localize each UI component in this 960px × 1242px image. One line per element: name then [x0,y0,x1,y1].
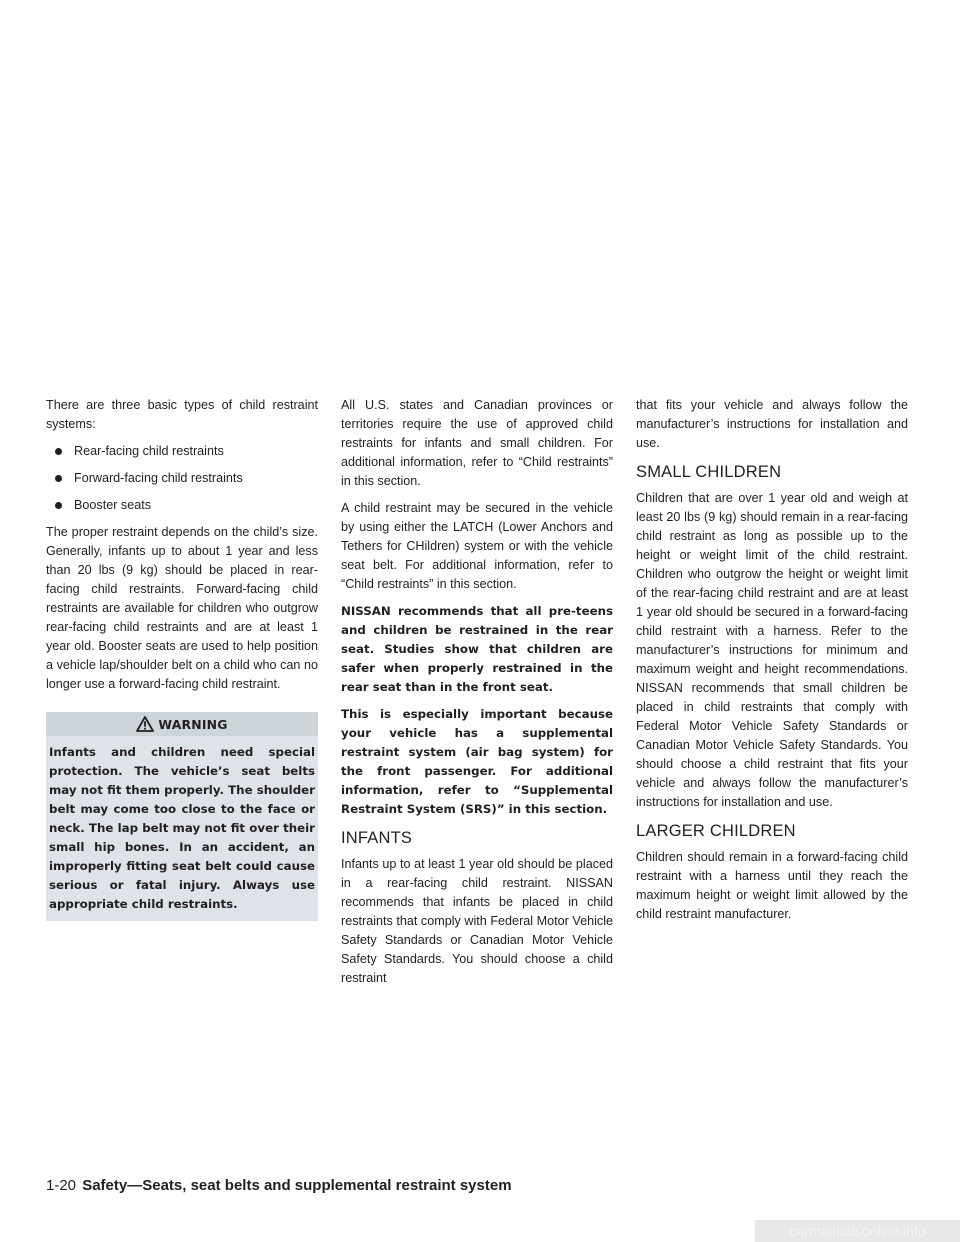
infants-paragraph: Infants up to at least 1 year old should be placed in a rear-facing child restraint. NISSAN recommends that infants be placed in child restraints that comply with Federal Motor Vehicle Safety Standards or Canadian Motor Vehicle Safety Standards. You should choose a child restraint [341,857,613,985]
warning-title: WARNING [158,716,228,732]
rear-seat-recommendation: NISSAN recommends that all pre-teens and children be restrained in the rear seat. Studies show that children are safer when properly restrained in the rear seat than in the front seat. [341,604,613,694]
small-children-paragraph: Children that are over 1 year old and weigh at least 20 lbs (9 kg) should remain in a rear-facing child restraint as long as possible up to the height or weight limit of the child restraint. Children who outgrow the height or weight limit of the rear-facing child restraint and are at least 1 year old should be secured in a forward-facing child restraint with a harness. Refer to the manufacturer’s instructions for minimum and maximum weight and height recommendations. NISSAN recommends that small children be placed in child restraints that comply with Federal Motor Vehicle Safety Standards or Canadian Motor Vehicle Safety Standards. You should choose a child restraint that fits your vehicle and always follow the manufacturer’s instructions for installation and use. [636,491,908,809]
watermark: carmanualsonline.info [755,1220,960,1242]
infants-heading: INFANTS [341,829,413,847]
larger-children-heading: LARGER CHILDREN [636,822,796,840]
restraint-types-list [46,442,318,515]
bullet-dot-icon [55,448,62,455]
list-item-text: Booster seats [74,498,152,512]
warning-text: Infants and children need special protection. The vehicle’s seat belts may not fit them properly. The shoulder belt may come too close to the face or neck. The lap belt may not fit over their small hip bones. In an accident, an improperly fitting seat belt could cause serious or fatal injury. Always use appropriate child restraints. [49,745,315,911]
bullet-dot-icon [55,475,62,482]
list-item-text: Forward-facing child restraints [74,471,243,485]
latch-paragraph: A child restraint may be secured in the vehicle by using either the LATCH (Lower Anchors and Tethers for CHildren) system or with the vehicle seat belt. For additional information, refer to “Child restraints” in this section. [341,501,613,591]
middle-column [341,396,613,996]
chapter-title: Safety—Seats, seat belts and supplemental restraint system [82,1177,512,1194]
page-footer [46,1176,512,1196]
intro-paragraph: There are three basic types of child restraint systems: [46,398,318,431]
warning-box [46,712,318,921]
warning-header [46,712,318,736]
small-children-heading: SMALL CHILDREN [636,463,782,481]
continued-paragraph: that fits your vehicle and always follow the manufacturer’s instructions for installation and use. [636,398,908,450]
larger-children-paragraph: Children should remain in a forward-facing child restraint with a harness until they reach the maximum height or weight limit allowed by the child restraint manufacturer. [636,850,908,921]
page-number: 1-20 [46,1177,77,1194]
legal-requirement-paragraph: All U.S. states and Canadian provinces or territories require the use of approved child restraints for infants and small children. For additional information, refer to “Child restraints” in this section. [341,398,613,488]
warning-triangle-icon [136,716,154,732]
restraint-size-paragraph: The proper restraint depends on the child’s size. Generally, infants up to about 1 year and less than 20 lbs (9 kg) should be placed in rear-facing child restraints. Forward-facing child restraints are available for children who outgrow rear-facing child restraints and are at least 1 year old. Booster seats are used to help position a vehicle lap/shoulder belt on a child who can no longer use a forward-facing child restraint. [46,525,318,691]
right-column [636,396,908,932]
list-item [46,469,318,488]
list-item [46,442,318,461]
left-column [46,396,318,921]
list-item-text: Rear-facing child restraints [74,444,224,458]
list-item [46,496,318,515]
bullet-dot-icon [55,502,62,509]
airbag-notice: This is especially important because your vehicle has a supplemental restraint system (air bag system) for the front passenger. For additional information, refer to “Supplemental Restraint System (SRS)” in this section. [341,707,613,816]
